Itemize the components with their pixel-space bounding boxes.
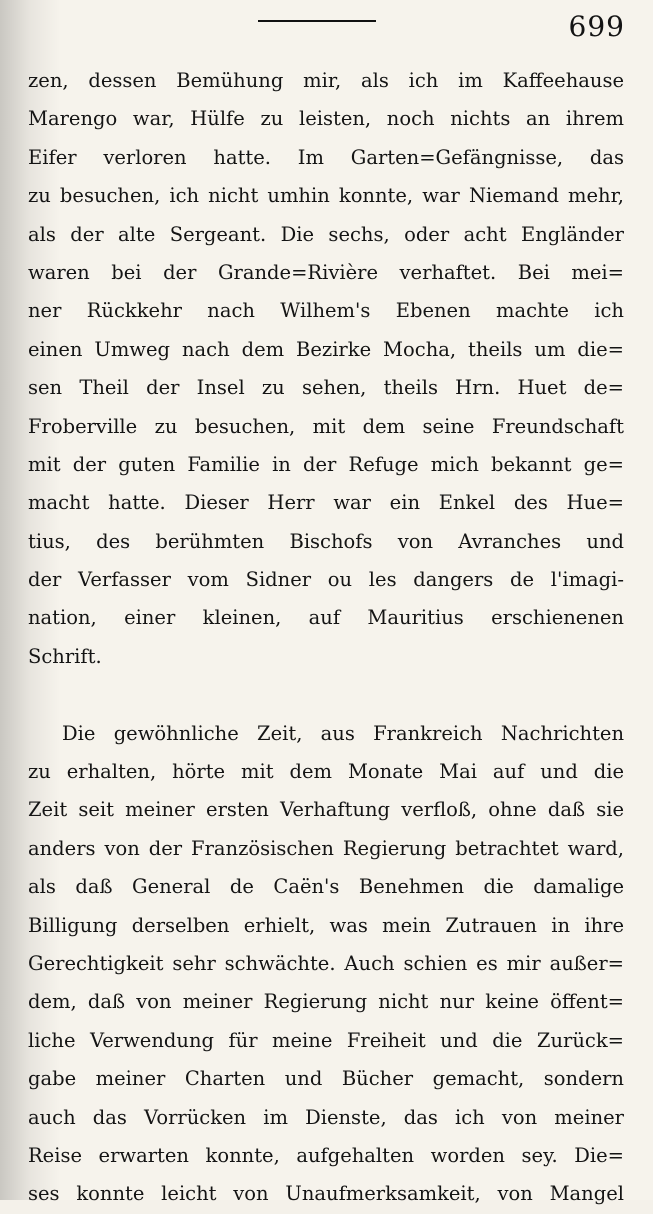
page-number: 699 [568,10,625,43]
text-line: Zeit seit meiner ersten Verhaftung verfloß, ohne daß sie [28,798,624,822]
header-rule [258,20,376,22]
text-line: macht hatte. Dieser Herr war ein Enkel des Hue= [28,491,624,515]
text-line: Reise erwarten konnte, aufgehalten worden sey. Die= [28,1143,624,1167]
text-line: ses konnte leicht von Unaufmerksamkeit, von Mangel [28,1182,624,1206]
text-line: Die gewöhnliche Zeit, aus Frankreich Nachrichten [62,721,624,745]
text-line: als daß General de Caën's Benehmen die damalige [28,875,624,899]
text-line: dem, daß von meiner Regierung nicht nur keine öffent= [28,990,624,1014]
text-line: nation, einer kleinen, auf Mauritius erschienenen [28,606,624,630]
paragraph-gap [28,676,624,714]
text-line: liche Verwendung für meine Freiheit und die Zurück= [28,1028,624,1052]
text-line: sen Theil der Insel zu sehen, theils Hrn. Huet de= [28,376,624,400]
text-line: Schrift. [28,644,102,668]
body-text [28,62,624,1214]
text-line: Billigung derselben erhielt, was mein Zutrauen in ihre [28,913,624,937]
text-line: gabe meiner Charten und Bücher gemacht, sondern [28,1067,624,1091]
text-line: anders von der Französischen Regierung betrachtet ward, [28,836,624,860]
text-line: waren bei der Grande=Rivière verhaftet. Bei mei= [28,260,624,284]
text-line: einen Umweg nach dem Bezirke Mocha, theils um die= [28,337,624,361]
text-line: zu besuchen, ich nicht umhin konnte, war Niemand mehr, [28,184,624,208]
text-line: zu erhalten, hörte mit dem Monate Mai auf und die [28,760,624,784]
text-line: der Verfasser vom Sidner ou les dangers de l'imagi- [28,568,624,592]
text-line: Eifer verloren hatte. Im Garten=Gefängnisse, das [28,145,624,169]
text-line: auch das Vorrücken im Dienste, das ich von meiner [28,1105,624,1129]
text-line: Gerechtigkeit sehr schwächte. Auch schien es mir außer= [28,951,624,975]
text-line: tius, des berühmten Bischofs von Avranches und [28,529,624,553]
text-line: Froberville zu besuchen, mit dem seine Freundschaft [28,414,624,438]
text-line: ner Rückkehr nach Wilhem's Ebenen machte ich [28,299,624,323]
text-line: mit der guten Familie in der Refuge mich bekannt ge= [28,452,624,476]
text-line: Marengo war, Hülfe zu leisten, noch nichts an ihrem [28,107,624,131]
text-line: als der alte Sergeant. Die sechs, oder acht Engländer [28,222,624,246]
text-line: zen, dessen Bemühung mir, als ich im Kaffeehause [28,69,624,92]
